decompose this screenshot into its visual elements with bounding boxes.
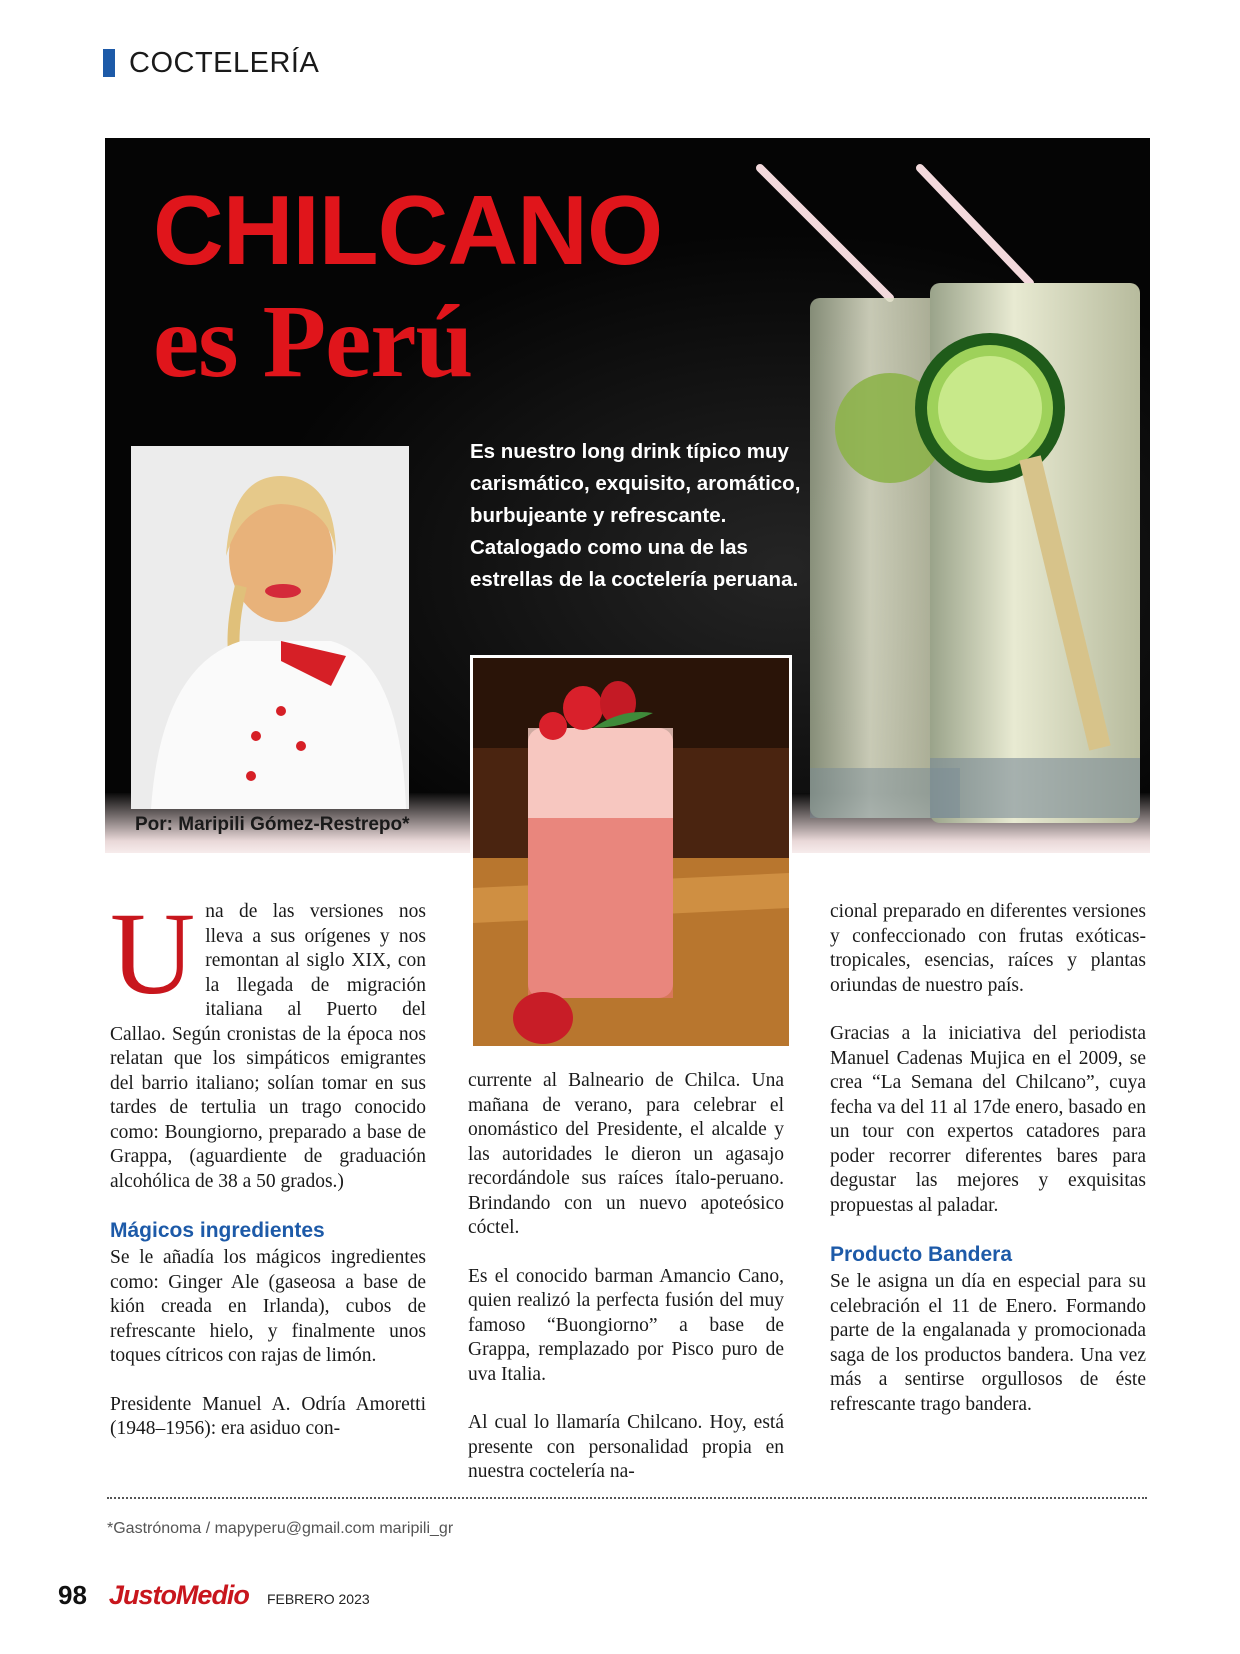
drop-cap: U xyxy=(110,888,196,1019)
intro-text: Es nuestro long drink típico muy carismático, exquisito, aromático, burbujeante y refrescante. Catalogado como una de las estrellas de la coctelería peruana. xyxy=(470,440,801,591)
paragraph-ingredients: Se le añadía los mágicos ingredientes como: Ginger Ale (gaseosa a base de kión creada en Irlanda), cubos de refrescante hielo, y finalmente unos toques cítricos con rajas de limón. xyxy=(110,1247,426,1366)
paragraph-versions: cional preparado en diferentes versiones y confeccionado con frutas exóticas-tropicales, esencias, raíces y plantas oriundas de nuestro país. xyxy=(830,901,1146,996)
subheading-producto-bandera: Producto Bandera xyxy=(830,1243,1013,1266)
article-title xyxy=(153,174,662,398)
paragraph-text: na de las versiones nos lleva a sus orígenes y nos remontan al siglo XIX, con la llegada de migración italiana al Puerto del Callao. Según cronistas de la época nos relatan que los simpáticos emigrantes del barrio italiano; solían tomar en sus tardes de tertulia un trago conocido como: Boungiorno, preparado a base de Grappa, (aguardiente de graduación alcohólica de 38 a 50 grados.) xyxy=(110,901,426,1192)
section-label: COCTELERÍA xyxy=(129,46,320,79)
paragraph-intro xyxy=(110,888,426,1194)
article-column-3 xyxy=(830,900,1146,1441)
paragraph-chilca: currente al Balneario de Chilca. Una mañana de verano, para celebrar el onomástico del Presidente, el alcalde y las autoridades le dieron un agasajo recordándole sus raíces ítalo-peruano. Brindando con un nuevo apoteósico cóctel. xyxy=(468,1070,784,1238)
author-photo xyxy=(131,446,409,809)
paragraph-president: Presidente Manuel A. Odría Amoretti (1948–1956): era asiduo con- xyxy=(110,1393,426,1439)
paragraph-bandera: Se le asigna un día en especial para su celebración el 11 de Enero. Formando parte de la engalanada y promocionada saga de los productos bandera. Una vez más a sentirse orgullosos de éste refrescante trago bandera. xyxy=(830,1271,1146,1415)
issue-date: FEBRERO 2023 xyxy=(266,1591,370,1607)
magazine-logo: JustoMedio xyxy=(108,1580,249,1610)
title-line-1: CHILCANO xyxy=(153,175,663,285)
author-footnote: *Gastrónoma / mapyperu@gmail.com maripili_gr xyxy=(107,1520,454,1537)
section-header xyxy=(103,48,319,78)
footer-divider xyxy=(107,1497,1147,1499)
title-line-2: es Perú xyxy=(153,284,473,399)
article-column-2 xyxy=(468,1069,784,1509)
section-marker xyxy=(103,49,115,77)
paragraph-chilcano-name: Al cual lo llamaría Chilcano. Hoy, está presente con personalidad propia en nuestra coctelería na- xyxy=(468,1412,784,1482)
strawberry-chilcano-image xyxy=(470,655,792,1049)
subheading-magic-ingredients: Mágicos ingredientes xyxy=(110,1219,325,1242)
paragraph-barman: Es el conocido barman Amancio Cano, quien realizó la perfecta fusión del muy famoso “Buongiorno” a base de Grappa, remplazado por Pisco puro de uva Italia. xyxy=(468,1265,784,1385)
paragraph-semana: Gracias a la iniciativa del periodista Manuel Cadenas Mujica en el 2009, se crea “La Semana del Chilcano”, cuya fecha va del 11 al 17de enero, basado en un tour con expertos catadores para poder recorrer diferentes bares para degustar las mejores y exquisitas propuestas al paladar. xyxy=(830,1023,1146,1216)
author-byline: Por: Maripili Gómez-Restrepo* xyxy=(135,814,410,835)
article-column-1 xyxy=(110,888,426,1466)
page-footer xyxy=(58,1580,370,1611)
page-number: 98 xyxy=(58,1580,87,1610)
